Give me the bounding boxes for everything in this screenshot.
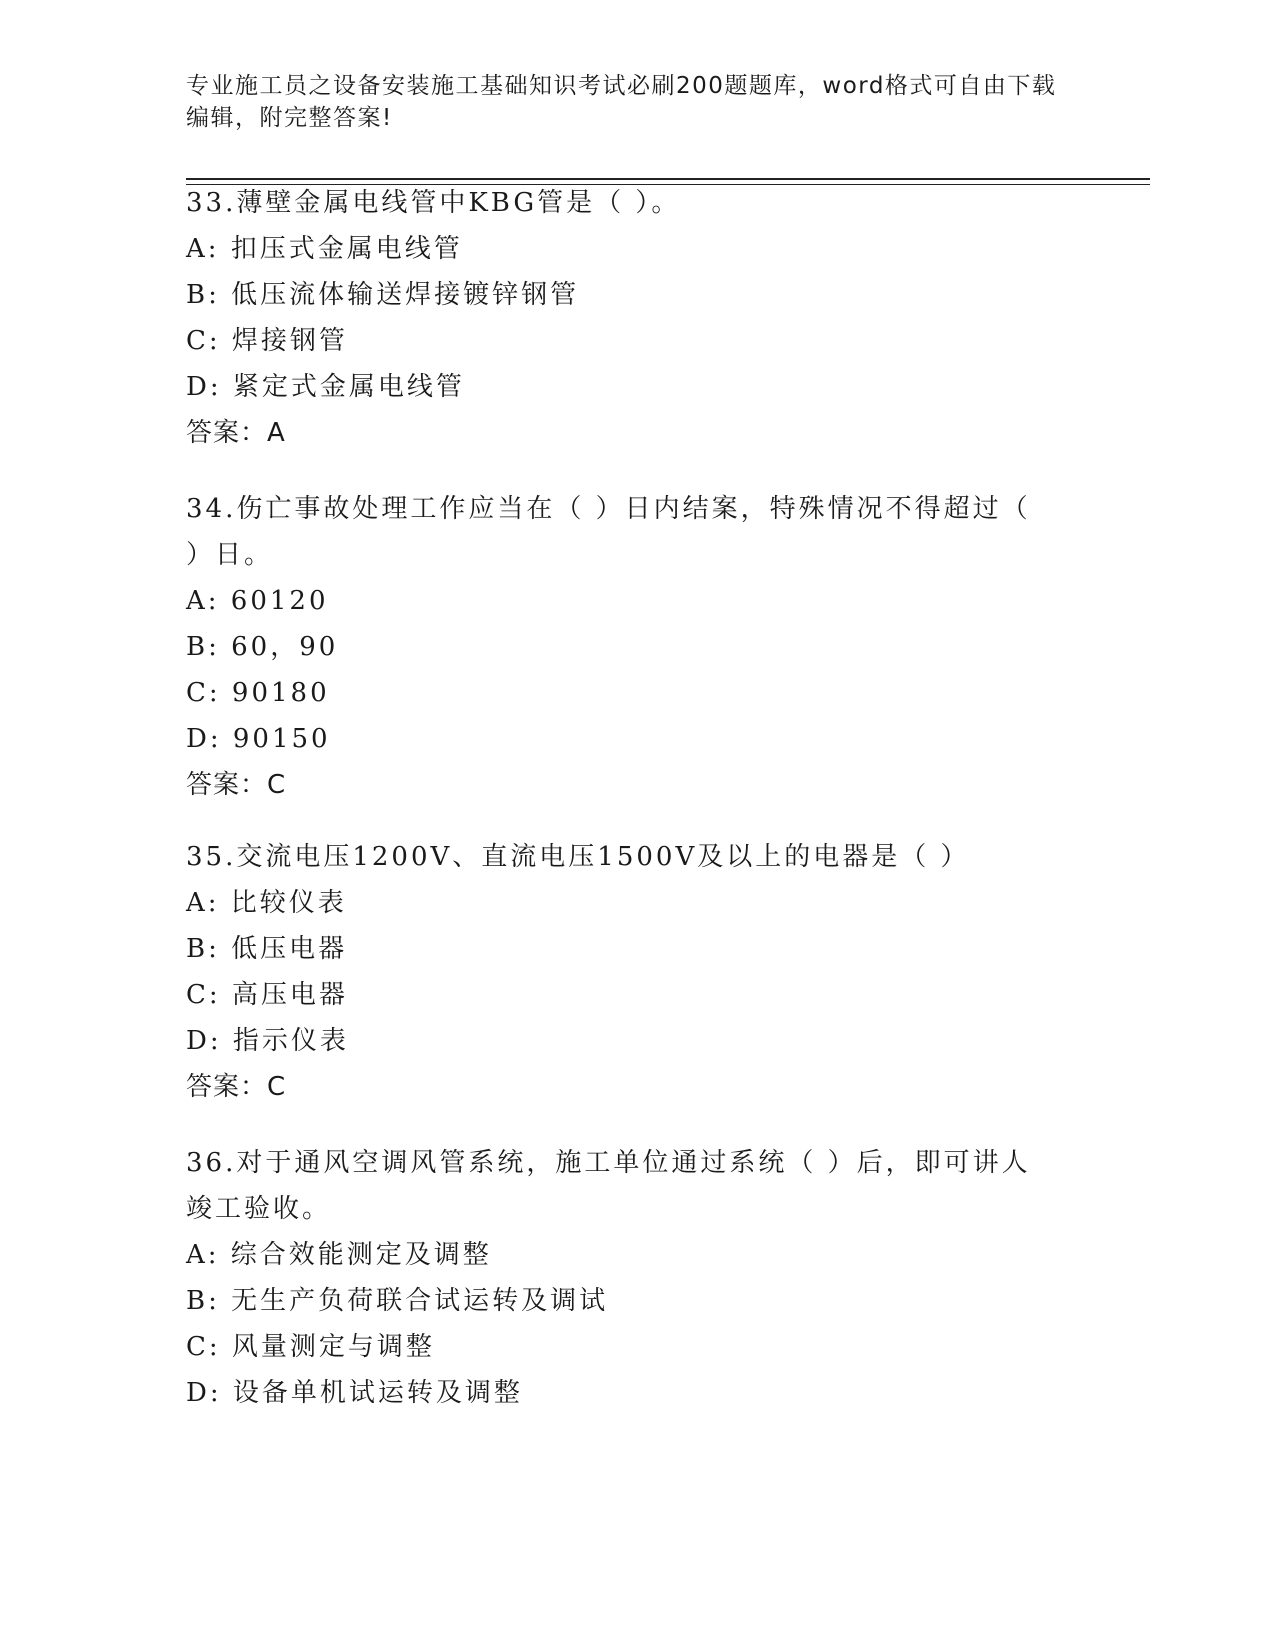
question-stem: 36.对于通风空调风管系统，施工单位通过系统（ ）后，即可讲人竣工验收。 xyxy=(186,1148,1031,1224)
option-b: B: 低压电器 xyxy=(186,934,348,964)
answer: 答案：C xyxy=(186,770,287,800)
option-b: B: 60，90 xyxy=(186,632,339,662)
document-header: 专业施工员之设备安装施工基础知识考试必刷200题题库，word格式可自由下载编辑，附完整答案! xyxy=(186,73,1057,131)
answer: 答案：C xyxy=(186,1072,287,1102)
option-d: D: 90150 xyxy=(186,724,331,754)
option-c: C: 90180 xyxy=(186,678,330,708)
question-stem: 35.交流电压1200V、直流电压1500V及以上的电器是（ ） xyxy=(186,842,970,872)
option-a: A: 60120 xyxy=(186,586,329,616)
question-stem: 33.薄壁金属电线管中KBG管是（ ）。 xyxy=(186,188,681,218)
option-a: A: 比较仪表 xyxy=(186,888,347,918)
option-a: A: 综合效能测定及调整 xyxy=(186,1240,492,1270)
option-d: D: 紧定式金属电线管 xyxy=(186,372,465,402)
option-a: A: 扣压式金属电线管 xyxy=(186,234,463,264)
question-34 xyxy=(186,486,1086,808)
option-c: C: 风量测定与调整 xyxy=(186,1332,435,1362)
option-b: B: 低压流体输送焊接镀锌钢管 xyxy=(186,280,580,310)
question-stem: 34.伤亡事故处理工作应当在（ ）日内结案，特殊情况不得超过（ ）日。 xyxy=(186,494,1031,570)
question-36 xyxy=(186,1140,1086,1416)
answer: 答案：A xyxy=(186,418,286,448)
option-d: D: 指示仪表 xyxy=(186,1026,349,1056)
option-d: D: 设备单机试运转及调整 xyxy=(186,1378,523,1408)
question-35 xyxy=(186,834,1086,1110)
option-b: B: 无生产负荷联合试运转及调试 xyxy=(186,1286,609,1316)
option-c: C: 焊接钢管 xyxy=(186,326,348,356)
question-33 xyxy=(186,180,1086,456)
option-c: C: 高压电器 xyxy=(186,980,348,1010)
